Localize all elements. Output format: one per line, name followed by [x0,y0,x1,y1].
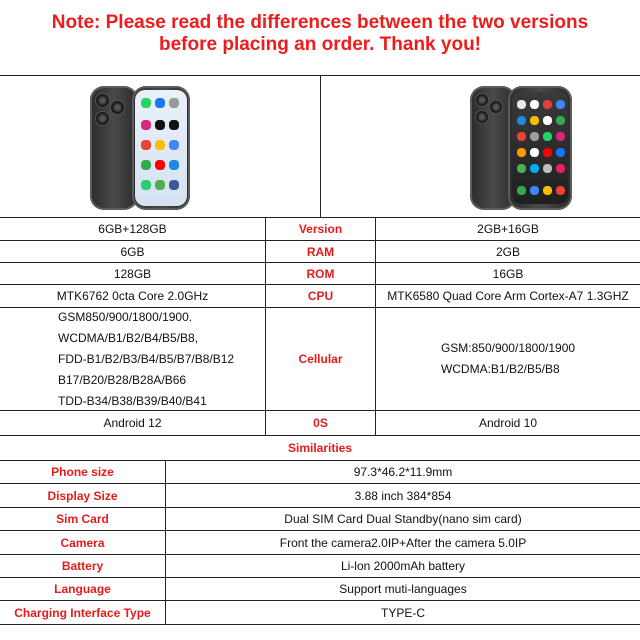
label-phone-size: Phone size [51,465,114,479]
left-rom: 128GB [113,266,152,281]
image-column-divider [320,75,321,217]
left-cellular-line: FDD-B1/B2/B3/B4/B5/B7/B8/B12 [58,351,235,366]
label-language: Language [54,582,111,596]
label-cpu: CPU [307,289,334,303]
left-cellular [0,308,265,410]
label-cellular: Cellular [298,352,343,366]
right-cellular [376,308,640,410]
value-battery: Li-lon 2000mAh battery [340,559,466,573]
label-ram: RAM [306,244,335,259]
table-bottom-border [0,624,640,625]
label-os: 0S [313,416,328,430]
left-cellular-line: TDD-B34/B38/B39/B40/B41 [58,393,207,408]
right-version: 2GB+16GB [477,222,539,236]
right-rom: 16GB [492,266,524,281]
label-version: Version [298,222,343,236]
left-cpu: MTK6762 0cta Core 2.0GHz [56,289,209,303]
left-cellular-line: WCDMA/B1/B2/B4/B5/B8, [58,330,199,345]
right-os: Android 10 [478,416,538,430]
value-sim-card: Dual SIM Card Dual Standby(nano sim card) [284,512,522,526]
value-display-size: 3.88 inch 384*854 [354,488,452,503]
value-charging-interface: TYPE-C [380,605,425,620]
right-cpu: MTK6580 Quad Core Arm Cortex-A7 1.3GHZ [387,289,629,303]
label-camera: Camera [60,535,105,550]
label-display-size: Display Size [47,488,118,503]
left-ram: 6GB [120,244,145,259]
label-sim-card: Sim Card [56,512,109,526]
right-cellular-line: GSM:850/900/1800/1900 [440,341,576,355]
label-charging-interface: Charging Interface Type [14,605,151,620]
label-battery: Battery [61,559,104,573]
left-os: Android 12 [103,416,162,430]
notice-title [0,12,640,56]
similarities-header: Similarities [287,441,353,455]
notice-line-1: Note: Please read the differences between the two versions [51,12,589,33]
right-cellular-line: WCDMA:B1/B2/B5/B8 [440,362,560,376]
left-cellular-line: B17/B20/B28/B28A/B66 [58,372,187,387]
value-language: Support muti-languages [339,582,467,596]
notice-line-2: before placing an order. Thank you! [159,34,481,55]
left-version: 6GB+128GB [98,222,167,236]
value-camera: Front the camera2.0IP+After the camera 5.0IP [279,535,527,550]
right-ram: 2GB [495,244,520,259]
label-rom: ROM [306,266,335,281]
value-phone-size: 97.3*46.2*11.9mm [353,465,453,479]
left-cellular-line: GSM850/900/1800/1900. [58,309,193,324]
